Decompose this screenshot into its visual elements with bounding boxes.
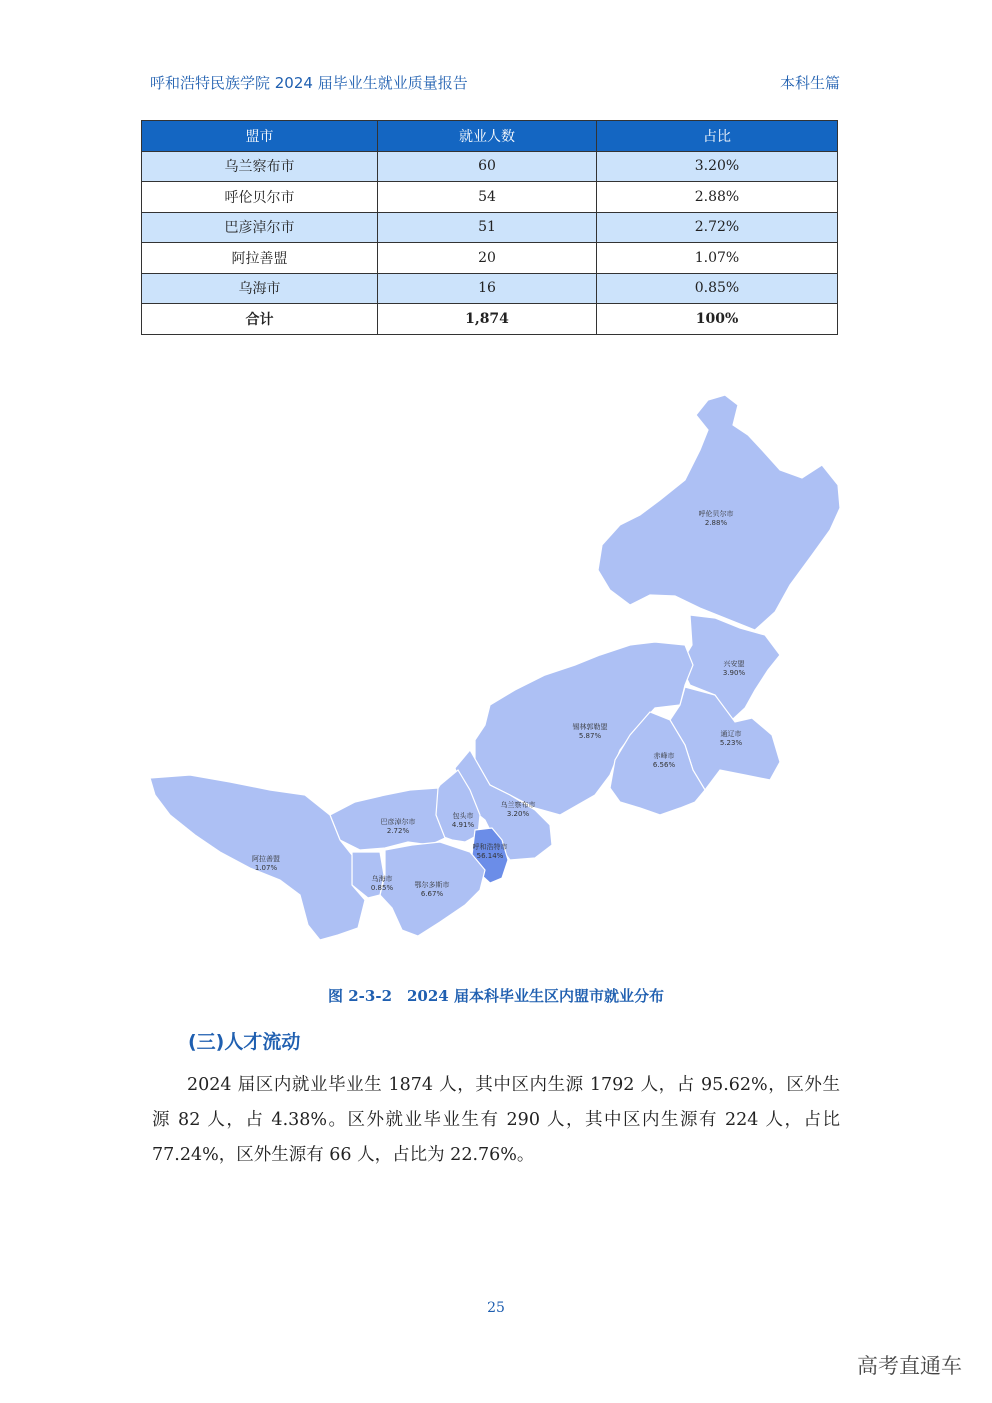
figure-caption: 图 2-3-2 2024 届本科毕业生区内盟市就业分布 [328, 987, 664, 1005]
ratio-cell: 1.07% [597, 243, 838, 274]
total-count-cell: 1,874 [378, 304, 597, 335]
watermark-text: 高考直通车 [857, 1354, 962, 1378]
label-xinganmeng: 兴安盟 [723, 660, 745, 668]
ratio-cell: 2.72% [597, 212, 838, 243]
label-bayannur-pct: 2.72% [386, 827, 410, 835]
region-cell: 阿拉善盟 [142, 243, 378, 274]
label-ulanqab: 乌兰察布市 [500, 801, 536, 809]
total-label-cell: 合计 [142, 304, 378, 335]
region-cell: 乌兰察布市 [142, 151, 378, 182]
section-heading: (三)人才流动 [188, 1031, 301, 1053]
count-cell: 16 [378, 273, 597, 304]
column-header-ratio: 占比 [597, 121, 838, 152]
section-name: 本科生篇 [779, 74, 840, 92]
map-region-ordos [380, 842, 485, 936]
label-wuhai: 乌海市 [371, 875, 393, 883]
table-row [142, 273, 838, 304]
label-tongliao-pct: 5.23% [719, 739, 743, 747]
page-number: 25 [487, 1300, 505, 1316]
label-ordos-pct: 6.67% [420, 890, 444, 898]
label-tongliao: 通辽市 [720, 730, 742, 738]
label-xilingol: 锡林郭勒盟 [572, 723, 608, 731]
label-chifeng-pct: 6.56% [652, 761, 676, 769]
ratio-cell: 0.85% [597, 273, 838, 304]
table-total-row [142, 304, 838, 335]
table-row [142, 243, 838, 274]
column-header-region: 盟市 [142, 121, 378, 152]
table-header-row [142, 121, 838, 152]
label-hohhot: 呼和浩特市 [472, 843, 508, 851]
ratio-cell: 2.88% [597, 182, 838, 213]
region-cell: 呼伦贝尔市 [142, 182, 378, 213]
column-header-count: 就业人数 [378, 121, 597, 152]
count-cell: 20 [378, 243, 597, 274]
label-chifeng: 赤峰市 [653, 752, 675, 760]
label-alxa-pct: 1.07% [254, 864, 278, 872]
label-xilingol-pct: 5.87% [578, 732, 602, 740]
region-cell: 巴彦淖尔市 [142, 212, 378, 243]
count-cell: 51 [378, 212, 597, 243]
label-baotou-pct: 4.91% [451, 821, 475, 829]
region-cell: 乌海市 [142, 273, 378, 304]
report-title: 呼和浩特民族学院 2024 届毕业生就业质量报告 [150, 74, 468, 92]
label-wuhai-pct: 0.85% [370, 884, 394, 892]
label-hulunbuir-pct: 2.88% [704, 519, 728, 527]
label-ordos: 鄂尔多斯市 [414, 881, 450, 889]
employment-table [141, 120, 838, 335]
label-xinganmeng-pct: 3.90% [722, 669, 746, 677]
label-hohhot-pct: 56.14% [476, 852, 504, 860]
total-ratio-cell: 100% [597, 304, 838, 335]
count-cell: 54 [378, 182, 597, 213]
label-hulunbuir: 呼伦贝尔市 [698, 510, 734, 518]
label-bayannur: 巴彦淖尔市 [380, 818, 416, 826]
body-paragraph: 2024 届区内就业毕业生 1874 人，其中区内生源 1792 人，占 95.62%，区外生源 82 人，占 4.38%。区外就业毕业生有 290 人，其中区内生源有 224 人，占比 77.24%，区外生源有 66 人，占比为 22.76%。 [152, 1075, 840, 1165]
table-row [142, 182, 838, 213]
label-alxa: 阿拉善盟 [252, 855, 280, 863]
table-row [142, 151, 838, 182]
label-ulanqab-pct: 3.20% [506, 810, 530, 818]
inner-mongolia-map [140, 390, 860, 960]
table-row [142, 212, 838, 243]
ratio-cell: 3.20% [597, 151, 838, 182]
label-baotou: 包头市 [452, 812, 474, 820]
count-cell: 60 [378, 151, 597, 182]
